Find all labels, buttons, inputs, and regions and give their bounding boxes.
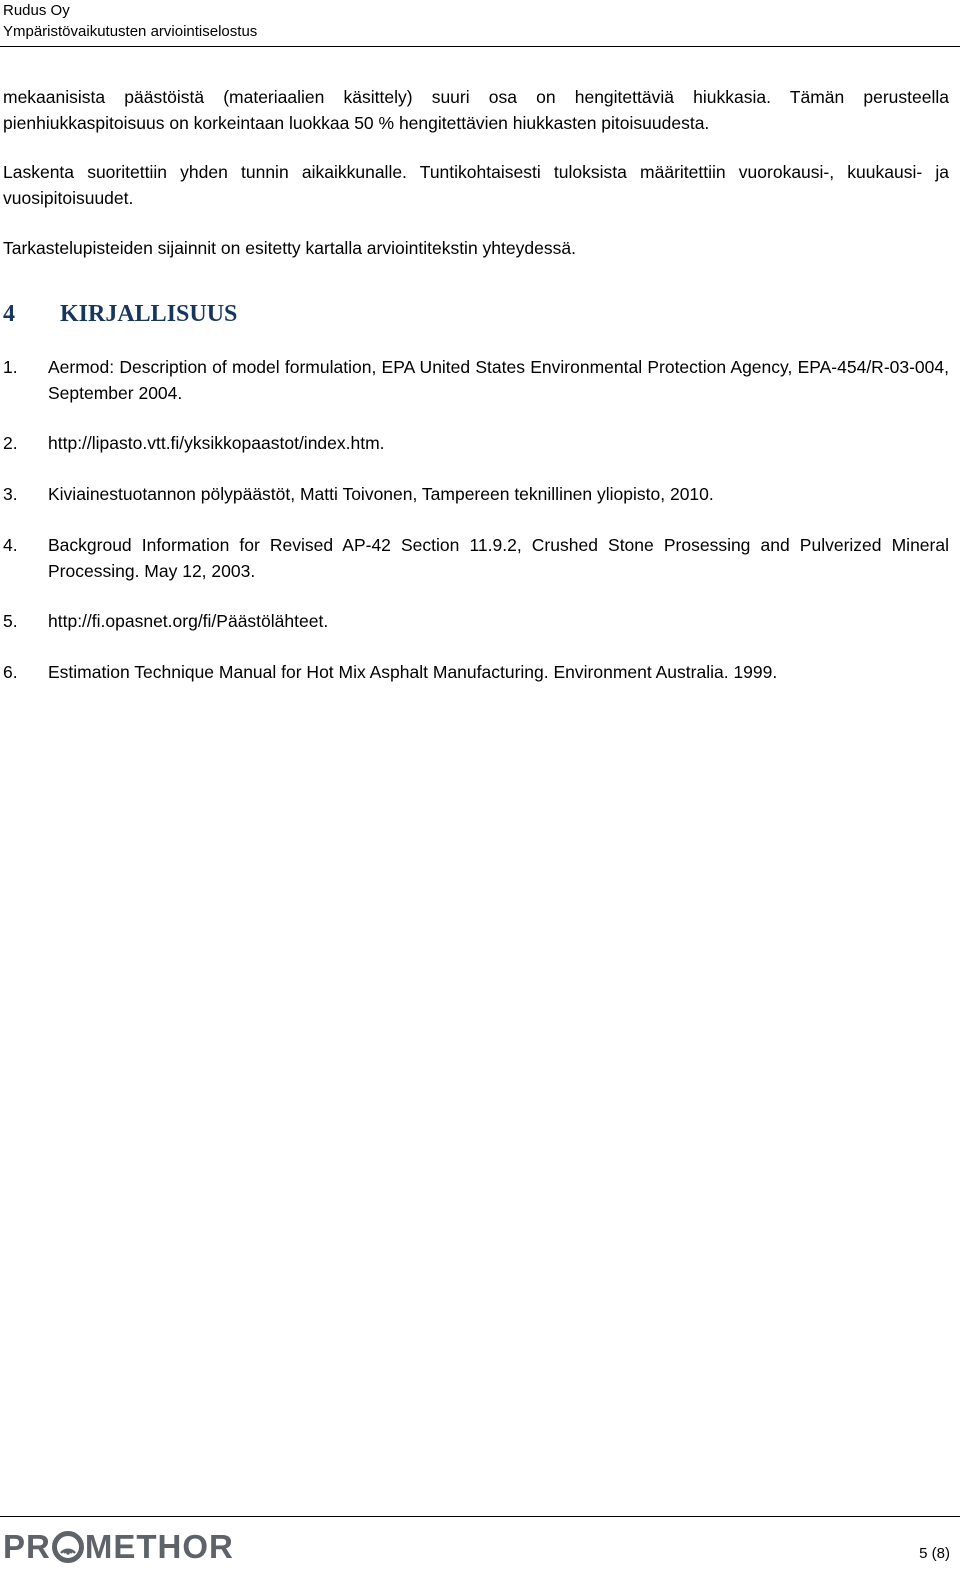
header-document-title: Ympäristövaikutusten arviointiselostus: [3, 23, 258, 40]
logo-text-end: METHOR: [84, 1528, 234, 1565]
reference-number: 2.: [3, 433, 18, 453]
reference-number: 3.: [3, 484, 18, 504]
section-number: 4: [3, 301, 15, 327]
reference-item: [3, 481, 949, 507]
company-logo: [3, 1527, 234, 1567]
reference-number: 6.: [3, 662, 18, 682]
reference-text: Kiviainestuotannon pölypäästöt, Matti Toivonen, Tampereen teknillinen yliopisto, 2010.: [48, 484, 714, 504]
reference-text: Estimation Technique Manual for Hot Mix Asphalt Manufacturing. Environment Australia. 1999.: [48, 662, 778, 682]
reference-item: [3, 532, 949, 584]
footer-divider: [0, 1516, 960, 1517]
header-divider: [0, 46, 960, 47]
page-number: 5 (8): [919, 1545, 950, 1562]
reference-link[interactable]: http://lipasto.vtt.fi/yksikkopaastot/index.htm.: [48, 433, 385, 453]
paragraph-calculation: Laskenta suoritettiin yhden tunnin aikaikkunalle. Tuntikohtaisesti tuloksista määritettiin vuorokausi-, kuukausi- ja vuosipitoisuudet.: [3, 162, 949, 208]
reference-item: [3, 659, 949, 685]
section-heading: [3, 299, 237, 329]
reference-item: [3, 354, 949, 406]
reference-number: 4.: [3, 535, 18, 555]
signal-o-logo-icon: [52, 1531, 84, 1563]
reference-item: [3, 430, 949, 456]
paragraph-locations: Tarkastelupisteiden sijainnit on esitetty kartalla arviointitekstin yhteydessä.: [3, 238, 576, 258]
section-title: KIRJALLISUUS: [60, 301, 238, 327]
page-header: [3, 0, 257, 42]
reference-item: [3, 608, 949, 634]
reference-number: 1.: [3, 357, 18, 377]
reference-link[interactable]: http://fi.opasnet.org/fi/Päästölähteet.: [48, 611, 329, 631]
header-company: Rudus Oy: [3, 2, 70, 19]
reference-number: 5.: [3, 611, 18, 631]
reference-text: Backgroud Information for Revised AP-42 Section 11.9.2, Crushed Stone Prosessing and Pulverized Mineral Processing. May 12, 2003.: [48, 535, 949, 581]
reference-text: Aermod: Description of model formulation, EPA United States Environmental Protection Agency, EPA-454/R-03-004, September 2004.: [48, 357, 949, 403]
paragraph-emissions: mekaanisista päästöistä (materiaalien käsittely) suuri osa on hengitettäviä hiukkasia. Tämän perusteella pienhiukkaspitoisuus on korkeintaan luokkaa 50 % hengitettävien hiukkasten pitoisuudesta.: [3, 87, 949, 133]
logo-text-start: PR: [3, 1528, 51, 1565]
